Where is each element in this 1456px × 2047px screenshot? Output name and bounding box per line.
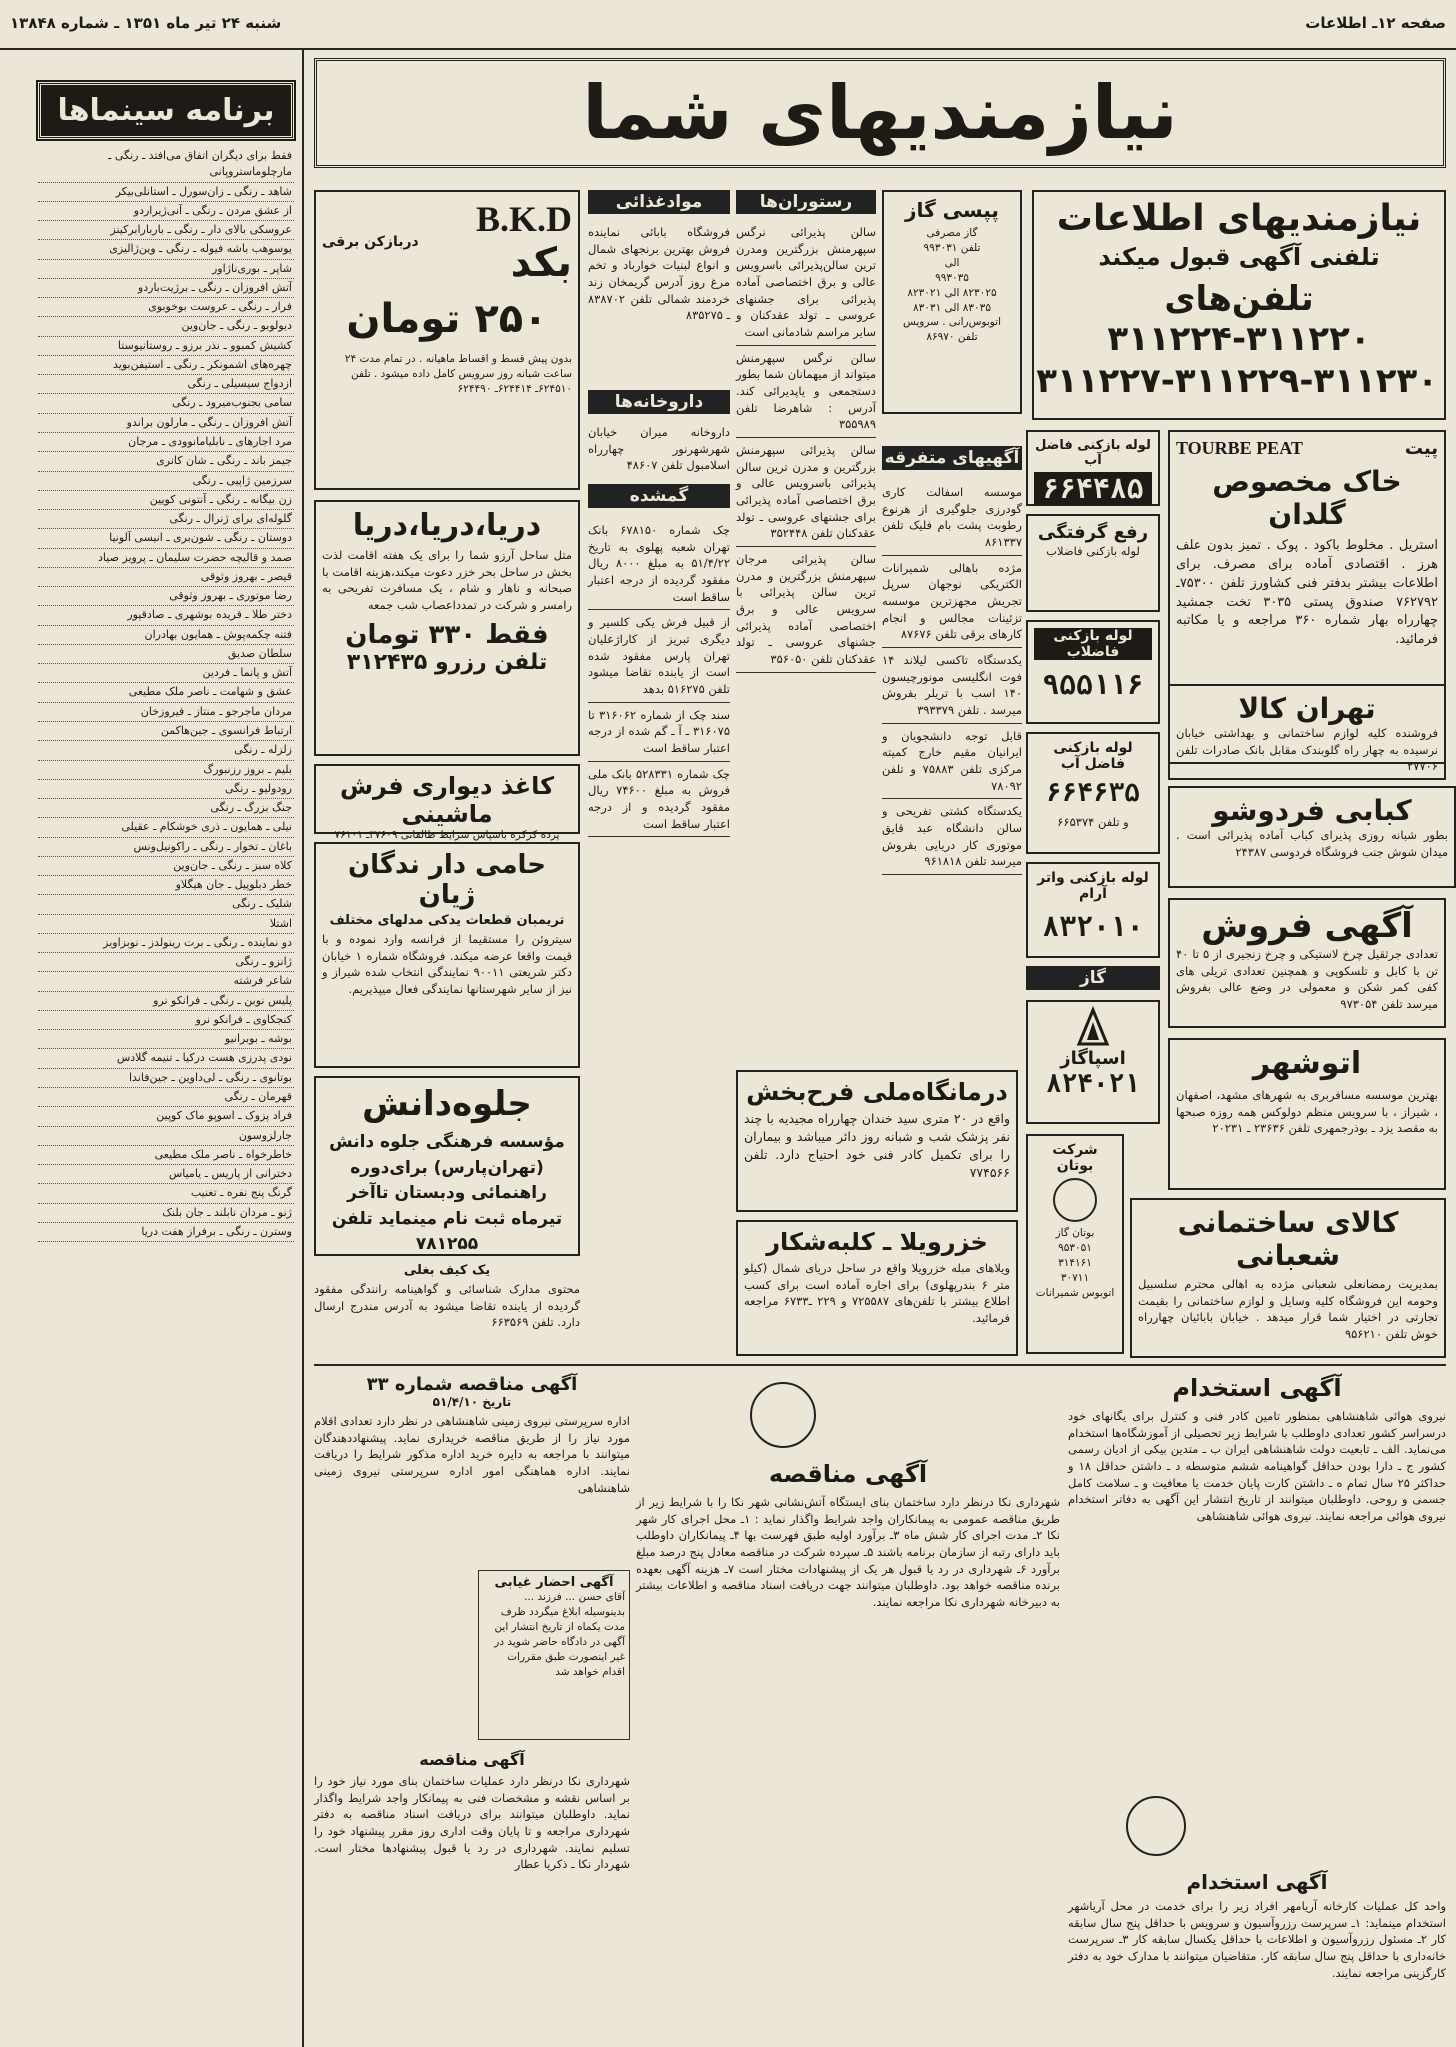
- pepsi-title: پپسی گاز: [905, 198, 999, 222]
- cinema-item: فراد پزوک ـ اسوپو ماک کوپین: [38, 1107, 294, 1126]
- foods-title: موادغذائی: [588, 190, 730, 214]
- restaurants-title: رستوران‌ها: [736, 190, 876, 214]
- bkd-title-fa: بکد: [510, 240, 572, 286]
- hiring2-title: آگهی استخدام: [1186, 1870, 1328, 1894]
- ettelaat-phones-2: ۳۱۱۲۲۷-۳۱۱۲۲۹-۳۱۱۲۳۰: [1036, 361, 1438, 401]
- cinema-item: زلزله ـ رنگی: [38, 741, 294, 760]
- forosh-title: آگهی فروش: [1201, 906, 1413, 946]
- butane-line: ۳۰۷۱۱: [1060, 1271, 1090, 1284]
- lolekeshi4-title: لوله بازکنی واتر آرام: [1037, 870, 1149, 902]
- column-rule: [302, 48, 304, 2047]
- ettelaat-subtitle: تلفنی آگهی قبول میکند: [1098, 243, 1380, 271]
- peat-text: استریل . مخلوط باکود . پوک . تمیز بدون علف هرز . اقتصادی آماده برای مصرف. برای اطلاعات بیشتر بدفتر فنی کشاورز تلفن ۷۵۳۰۰ـ ۷۶۲۷۹۲ صندوق پستی ۳۰۳۵ تخت جمشید چهارراه بهار شماره ۳۶۰ مراجعه و یا مکاتبه فرمائید.: [1176, 538, 1439, 648]
- lost-item: چک شماره ۵۲۸۳۳۱ بانک ملی فروش به مبلغ ۷۴۶۰۰ ریال مفقود گردیده و از درجه اعتبار ساقط است: [588, 762, 730, 838]
- jelve-title: جلوه‌دانش: [362, 1084, 532, 1124]
- tender33-sub: تاریخ ۵۱/۴/۱۰: [432, 1395, 512, 1409]
- cinema-item: بلیم ـ بروز رزنبورگ: [38, 761, 294, 780]
- bag-lost: [314, 1262, 580, 1358]
- cinema-item: سلطان صدیق: [38, 645, 294, 664]
- foods-header: [588, 190, 730, 220]
- cinema-item: خطر دبلوپیل ـ جان هیگلاو: [38, 876, 294, 895]
- cinema-item: کنجکاوی ـ فرانکو نرو: [38, 1011, 294, 1030]
- misc-item: یکدستگاه تاکسی لیلاند ۱۴ فوت انگلیسی مونورچیسون ۱۴۰ اسب با تریلر بفروش میرسد . تلفن ۳۹۳۳۷۹: [882, 648, 1022, 724]
- cinema-item: نیلی ـ همایون ـ ذری خوشکام ـ عقیلی: [38, 818, 294, 837]
- header-strip: [0, 0, 1456, 50]
- pepsi-line: ۹۹۳۰۳۵: [935, 271, 969, 284]
- otoshahr-text: بهترین موسسه مسافربری به شهرهای مشهد، اصفهان ، شیراز ، با سرویس منظم دولوکس همه روزه صبحها به مقصد یزد ـ بوذرجمهری تلفن ۲۳۶۳۶ ـ ۲۰۲۳۱: [1176, 1088, 1438, 1136]
- tender33-title: آگهی مناقصه شماره ۳۳: [366, 1374, 578, 1395]
- misc-header: [882, 446, 1022, 476]
- khazarvila-text: ویلاهای مبله خزرویلا واقع در ساحل دریای شمال (کیلو متر ۶ بندرپهلوی) برای اجاره آماده است برای کسب اطلاع بیشتر با تلفن‌های ۷۲۵۵۸۷ و ۲۲۹ ـ۶۷۳۳ مراجعه فرمائید.: [744, 1261, 1010, 1326]
- peat-brand-en: TOURBE PEAT: [1176, 438, 1303, 458]
- restaurant-item: سالن نرگس سپهرمنش میتواند از میهمانان شما بطور دستجمعی و یاپدیرائی کند. آدرس : شاهرضا تلفن ۳۵۵۹۸۹: [736, 346, 876, 438]
- rafgar-box: [1026, 514, 1160, 612]
- cinema-item: دیولوبو ـ رنگی ـ جان‌وین: [38, 317, 294, 336]
- tender33-text: اداره سرپرستی نیروی زمینی شاهنشاهی در نظر دارد تعدادی اقلام مورد نیاز را از طریق مناقصه خریداری نماید. پیشنهاددهندگان میتوانند با مراجعه به دایره خرید اداره مذکور شرایط را دریافت نمایند. اداره هماهنگی امور اداره سرپرستی نیروی زمینی شاهنشاهی: [314, 1414, 630, 1495]
- page-label: صفحه ۱۲ـ اطلاعات: [1305, 14, 1446, 32]
- cinema-item: سرزمین ژاپیی ـ رنگی: [38, 472, 294, 491]
- hami-text: سیتروئن را مستقیما از فرانسه وارد نموده و با قیمت واقعا عرضه میکند. فروشگاه شماره ۱ خیابان دکتر شریعتی ۹۰۰۱۱ نمایندگی انتخاب شده شیراز و نیز از سایر شهرستانها نمایندگی فعال میپذیریم.: [322, 932, 572, 997]
- pharmacy-text: داروخانه میران خیابان شهرشهرنور چهارراه اسلامبول تلفن ۴۸۶۰۷: [588, 425, 730, 473]
- hami-box: [314, 842, 580, 1068]
- butane-logo: [1053, 1178, 1097, 1222]
- bkd-box: [314, 190, 580, 490]
- lost-item: چک شماره ۶۷۸۱۵۰ بانک تهران شعبه پهلوی به تاریخ ۵۱/۴/۲۲ به مبلغ ۸۰۰۰ ریال مفقود گردیده از درجه اعتبار ساقط است: [588, 518, 730, 610]
- cinema-item: ازدواج سیسیلی ـ رنگی: [38, 375, 294, 394]
- cinema-item: پلیس نوبن ـ رنگی ـ فرانکو نرو: [38, 992, 294, 1011]
- forosh-text: تعدادی جرثقیل چرخ لاستیکی و چرخ زنجیری از ۵ تا ۴۰ تن با کابل و تلسکوپی و همچنین تعدادی تریلی های کفی کمر شکن و معمولی در وضع عالی بفروش میرسد تلفن ۹۷۳۰۵۴: [1176, 947, 1439, 1012]
- date-label: شنبه ۲۴ تیر ماه ۱۳۵۱ ـ شماره ۱۳۸۴۸: [10, 14, 282, 32]
- restaurant-item: سالن پذیرائی سپهرمنش بزرگترین و مدرن ترین سالن پذیرائی باسرویس عالی و برق اختصاصی آماده پذیرائی برای جشنهای عروسی ـ تولد عقدکنان تلفن ۳۵۲۴۴۸: [736, 438, 876, 547]
- darya-phone: تلفن رزرو ۳۱۲۴۳۵: [346, 649, 548, 675]
- ettelaat-phones-1: تلفن‌های ۳۱۱۲۲۰-۳۱۱۲۲۴: [1107, 279, 1371, 359]
- darya-text: متل ساحل آرزو شما را برای یک هفته اقامت لذت بخش در ساحل بحر خزر دعوت میکند،هزینه اقامت با صبحانه و ناهار و شام ، یک مسافرت تفریحی به رامسر و شرکت در تمدداعصاب شب جمعه: [322, 548, 572, 613]
- cinema-item: ارتباط فرانسوی ـ جین‌هاکمن: [38, 722, 294, 741]
- pepsi-line: الی: [944, 256, 960, 269]
- cinema-list: [38, 147, 294, 1242]
- tender-notice-text: شهرداری نکا درنظر دارد عملیات ساختمان بنای مورد نیاز خود را بر اساس نقشه و مشخصات فنی به پیمانکار واجد شرایط واگذار نماید. داوطلبان میتوانند برای دریافت اسناد مناقصه به دفتر شهرداری مراجعه و تا پایان وقت اداری روز مقرر پیشنهاد خود را تسلیم نمایند. شهرداری در رد یا قبول پیشنهادها مختار است. شهردار نکا ـ ذکریا عطار: [314, 1774, 630, 1872]
- lolekeshi2-phone: ۹۵۵۱۱۶: [1042, 668, 1144, 701]
- gas-box: [1026, 1000, 1160, 1124]
- tender33: [314, 1374, 630, 1560]
- lost-header: [588, 484, 730, 514]
- summons-title: آگهی احضار غیابی: [494, 1575, 614, 1590]
- big-tender: [636, 1460, 1060, 2040]
- pepsi-line: ۸۲۳۰۲۵ الی ۸۲۳۰۲۱: [907, 286, 997, 299]
- jelve-box: [314, 1076, 580, 1256]
- misc-list: [882, 480, 1022, 1060]
- ettelaat-box: [1032, 190, 1446, 420]
- cinema-item: شاپر ـ بوری‌ناژاور: [38, 260, 294, 279]
- tehran-kala-title: تهران کالا: [1238, 692, 1376, 725]
- banner-title: نیازمندیهای شما: [582, 70, 1178, 156]
- tender-notice-title: آگهی مناقصه: [419, 1750, 525, 1769]
- hami-title: حامی دار ندگان ژیان: [347, 850, 547, 910]
- cinema-item: وسترن ـ رنگی ـ برفراز هفت دریا: [38, 1223, 294, 1242]
- lolekeshi1-phone: ۶۶۴۴۸۵: [1034, 472, 1152, 505]
- khazarvila-title: خزرویلا ـ کلبه‌شکار: [766, 1228, 988, 1256]
- butane-box: [1026, 1134, 1124, 1354]
- lolekeshi2-box: [1026, 620, 1160, 724]
- farahbakhsh-text: واقع در ۲۰ متری سید خندان چهارراه مجیدیه با چند نفر پزشک شب و شبانه روز دائر میباشد و بیماران را برای تکمیل کادر فنی خود احتیاج دارد. تلفن ۷۷۴۵۶۶: [744, 1111, 1010, 1181]
- darya-box: [314, 500, 580, 756]
- cinema-item: چهره‌های اشمونکر ـ رنگی ـ استیفن‌بوید: [38, 356, 294, 375]
- kaghaz-title: کاغذ دیواری فرش ماشینی: [339, 772, 555, 828]
- air-force-emblem: [1126, 1796, 1186, 1856]
- cinema-item: از عشق مردن ـ رنگی ـ آنی‌ژیراردو: [38, 202, 294, 221]
- lolekeshi1-box: [1026, 430, 1160, 506]
- rafgar-text: لوله بازکنی فاضلاب: [1046, 544, 1140, 558]
- misc-title: آگهیهای متفرقه: [882, 446, 1022, 470]
- cinema-item: سامی بجنوب‌میرود ـ رنگی: [38, 394, 294, 413]
- butane-line: ۹۵۳۰۵۱: [1058, 1241, 1092, 1254]
- cinema-item: گرنگ پنج نفره ـ تغنیب: [38, 1184, 294, 1203]
- lost-item: سند چک از شماره ۳۱۶۰۶۲ تا ۳۱۶۰۷۵ ـ آ ـ گم شده از درجه اعتبار ساقط است: [588, 703, 730, 762]
- emblem-logo: [750, 1382, 816, 1448]
- misc-item: موسسه اسفالت کاری گودرزی جلوگیری از هرنوع رطوبت پشت بام فلیک تلفن ۸۶۱۳۳۷: [882, 480, 1022, 556]
- cinema-title: برنامه سینماها: [38, 82, 294, 139]
- cinema-item: مرد اجارهای ـ نابلیامانوودی ـ مرجان: [38, 433, 294, 452]
- farahbakhsh-box: [736, 1070, 1018, 1212]
- misc-item: یکدستگاه کشتی تفریحی و سالن دانشگاه عبد قایق موتوری کار دریایی بفروش میرسد تلفن ۹۶۱۸۱۸: [882, 799, 1022, 875]
- bag-lost-text: محتوی مدارک شناسائی و گواهینامه رانندگی مفقود گردیده از یابنده تقاضا میشود به آدرس مندرج ارسال دارد. تلفن ۶۶۳۵۶۹: [314, 1281, 580, 1330]
- cinema-item: رضا موتوری ـ بهروز وثوقی: [38, 587, 294, 606]
- pepsi-line: تلفن ۸۶۹۷۰: [926, 331, 978, 344]
- cinema-item: دختر طلا ـ فریده بوشهری ـ صادقپور: [38, 606, 294, 625]
- kababi-title: کبابی فردوشو: [1212, 794, 1412, 827]
- peat-brand-fa: پیت: [1404, 438, 1438, 459]
- cinema-item: آتش و پانما ـ فردین: [38, 664, 294, 683]
- misc-item: مژده باهالی شمیرانات الکتریکی نوجهان سرپل تجریش مجهزترین موسسه تزئینات مجالس و انجام کارهای برقی تلفن ۸۷۶۷۶: [882, 556, 1022, 648]
- big-tender-title: آگهی مناقصه: [768, 1460, 928, 1488]
- lolekeshi2-title: لوله بازکنی فاضلاب: [1034, 628, 1152, 660]
- kababi-text: بطور شبانه روزی پذیرای کباب آماده پذیرائی است . میدان شوش جنب فروشگاه فردوسی ۲۴۳۸۷: [1176, 828, 1448, 859]
- shabani-box: [1130, 1198, 1446, 1358]
- misc-item: قابل توجه دانشجویان و ایرانیان مقیم خارج کمیته مرکزی تلفن ۷۵۸۸۳ و تلفن ۷۸۰۹۲: [882, 724, 1022, 800]
- pharmacy-title: داروخانه‌ها: [588, 390, 730, 414]
- cinema-item: دو نماینده ـ رنگی ـ برت رینولدز ـ نوبزاویز: [38, 934, 294, 953]
- cinema-item: شاهد ـ رنگی ـ زان‌سورل ـ استانلی‌بیکر: [38, 183, 294, 202]
- cinema-item: قیصر ـ بهروز وثوقی: [38, 568, 294, 587]
- cinema-item: آتش افروزان ـ رنگی ـ مارلون براندو: [38, 414, 294, 433]
- tender-notice: [314, 1750, 630, 2040]
- lolekeshi3-title: لوله بازکنی فاضل آب: [1053, 740, 1133, 772]
- cinema-item: جیمز باند ـ رنگی ـ شان کانری: [38, 452, 294, 471]
- butane-title: شرکت بوتان: [1052, 1142, 1098, 1174]
- peat-title: خاک مخصوص گلدان: [1212, 465, 1402, 531]
- bag-lost-title: یک کیف بغلی: [403, 1263, 491, 1278]
- tehran-kala-text: فروشنده کلیه لوازم ساختمانی و بهداشتی خیابان نرسیده به چهار راه گلوبندک مقابل بانک صادرات تلفن ۲۷۷۰۶: [1176, 726, 1438, 774]
- banner: [314, 58, 1446, 168]
- big-tender-text: شهرداری نکا درنظر دارد ساختمان بنای ایستگاه آتش‌نشانی شهر نکا را با شرایط زیر از طریق مناقصه عمومی به پیمانکاران واجد شرایط واگذار نماید : ۱ـ محل اجرای کار شهر نکا ۲ـ مدت اجرای کار شش ماه ۳ـ برآورد اولیه طبق فهرست بها ۴ـ پیمانکاران داوطلب باید دارای رتبه از سازمان برنامه باشند ۵ـ سپرده شرکت در مناقصه معادل پنج درصد مبلغ برآورد ۶ـ شهرداری در رد یا قبول هر یک از پیشنهادات مختار است ۷ـ هزینه آگهی بعهده برنده مناقصه خواهد بود. داوطلبان میتوانند جهت دریافت اسناد مناقصه و اطلاعات بیشتر به دبیرخانه شهرداری نکا مراجعه نمایند.: [636, 1495, 1061, 1610]
- cinema-item: صمد و قالیچه حضرت سلیمان ـ پرویز صیاد: [38, 549, 294, 568]
- gas-phone: ۸۲۴۰۲۱: [1046, 1069, 1140, 1099]
- cinema-column: [38, 82, 294, 2037]
- kababi-box: [1168, 786, 1456, 888]
- cinema-item: شلیک ـ رنگی: [38, 895, 294, 914]
- restaurant-item: سالن پذیرائی مرجان سپهرمنش بزرگترین و مدرن ترین سالن پذیرائی با سرویس عالی و برق اختصاصی آماده پذیرائی جشنهای عروسی ـ تولد عقدکنان تلفن ۳۵۶۰۵۰: [736, 547, 876, 673]
- pepsi-line: ۸۳۰۳۵ الی ۸۳۰۳۱: [913, 301, 991, 314]
- pepsi-line: تلفن ۹۹۳۰۳۱: [923, 241, 981, 254]
- cinema-item: نودی پدرزی هست درکیا ـ تنیمه گلادس: [38, 1049, 294, 1068]
- gas-title: گاز: [1026, 966, 1160, 990]
- cinema-item: زن بیگانه ـ رنگی ـ آنتونی کویین: [38, 491, 294, 510]
- butane-line: بوتان گاز: [1055, 1227, 1095, 1239]
- cinema-item: باغان ـ تخوار ـ رنگی ـ راکونیل‌ونس: [38, 838, 294, 857]
- cinema-item: عشق و شهامت ـ ناصر ملک مطیعی: [38, 683, 294, 702]
- pepsi-line: گاز مصرفی: [926, 227, 978, 239]
- cinema-item: دوستان ـ رنگی ـ شون‌بری ـ انیسی آلونیا: [38, 529, 294, 548]
- otoshahr-box: [1168, 1038, 1446, 1190]
- cinema-item: قهرمان ـ رنگی: [38, 1088, 294, 1107]
- darya-price: فقط ۳۳۰ تومان: [345, 619, 549, 650]
- pharmacy-header: [588, 390, 730, 420]
- cinema-item: بوتانوی ـ رنگی ـ لی‌داوین ـ جین‌فاندا: [38, 1069, 294, 1088]
- bkd-text: بدون پیش قسط و اقساط ماهیانه . در تمام مدت ۲۴ ساعت شبانه روز سرویس کامل داده میشود . تلفن ۶۲۴۵۱۰ـ ۶۲۴۴۱۴ـ ۶۲۴۴۹۰: [344, 353, 572, 395]
- lolekeshi3-extra: و تلفن ۶۶۵۳۷۴: [1057, 815, 1129, 829]
- foods-text: فروشگاه بابائی نماینده فروش بهترین برنجهای شمال و انواع لبنیات خوارباد و تخم مرغ روز آدرس گریمخان زند خردمند شمالی تلفن ۸۳۸۷۰۲ ـ ۸۳۵۲۷۵: [588, 225, 730, 323]
- hiring-notice-title: آگهی استخدام: [1172, 1374, 1342, 1402]
- forosh-box: [1168, 898, 1446, 1028]
- tehran-kala-box: [1168, 684, 1446, 780]
- cinema-item: گلوله‌ای برای ژنرال ـ رنگی: [38, 510, 294, 529]
- lost-item: از قبیل فرش یکی کلسیر و دیگری تبریز از کاراژعلیان تهران پارس مفقود شده است از یابنده تقاضا میشود تلفن ۵۱۶۲۷۵ بدهد: [588, 610, 730, 702]
- pepsi-box: [882, 190, 1022, 414]
- cinema-item: خاطرخواه ـ ناصر ملک مطیعی: [38, 1146, 294, 1165]
- otoshahr-title: اتوشهر: [1252, 1046, 1362, 1081]
- cinema-item: رودولیو ـ رنگی: [38, 780, 294, 799]
- cinema-item: کشیش کمبوو ـ نذر برزو ـ روستانیوستا: [38, 337, 294, 356]
- cinema-item: اشتلا: [38, 915, 294, 934]
- butane-line: اتوبوس شمیرانات: [1035, 1286, 1115, 1299]
- pepsi-line: اتوبوس‌رانی . سرویس: [902, 316, 1002, 329]
- pepsi-lines: [890, 226, 1014, 345]
- hiring-notice-text: نیروی هوائی شاهنشاهی بمنظور تامین کادر فنی و کنترل برای یگانهای خود درسراسر کشور تعدادی داوطلب با شرایط زیر تحصیلی از آموزشگاه‌ها استخدام می‌نماید. الف ـ تابعیت دولت شاهنشاهی ایران ب ـ متدین بیکی از ادیان رسمی کشور ج ـ دارا بودن حداقل گواهینامه ششم متوسطه د ـ داشتن حداقل ۱۸ و حداکثر ۲۵ سال تمام ه ـ داشتن کارت پایان خدمت یا معافیت و ـ سلامت کامل جسمی و روحی. داوطلبان میتوانند از تاریخ انتشار این آگهی به دفاتر استخدام نیروی هوائی مراجعه نمایند. نیروی هوائی شاهنشاهی: [1068, 1409, 1446, 1524]
- bkd-line: دربازکن برقی: [322, 233, 419, 250]
- cinema-item: یوسوهب باشه فیوله ـ رنگی ـ وین‌ژالیزی: [38, 240, 294, 259]
- lolekeshi3-phone: ۶۶۴۶۳۵: [1046, 778, 1140, 808]
- cinema-item: عروسکی بالای دار ـ رنگی ـ باربارابرکینز: [38, 221, 294, 240]
- cinema-item: بوشه ـ بوبرانیو: [38, 1030, 294, 1049]
- kaghaz-box: [314, 764, 580, 841]
- khazarvila-box: [736, 1220, 1018, 1356]
- cinema-item: جارلزوسون: [38, 1127, 294, 1146]
- kaghaz-text: پرده کرکره باسپاس شرایط طالقانی ۳۷۶۰۹ـ ۷۶۱۰۱: [334, 829, 560, 841]
- butane-lines: [1034, 1226, 1116, 1301]
- darya-title: دریا،دریا،دریا: [352, 508, 542, 543]
- butane-line: ۳۱۴۱۶۱: [1058, 1256, 1092, 1269]
- restaurant-item: سالن پذیرائی نرگس سپهرمنش بزرگترین ومدرن ترین سالن‌پذیرائی باسرویس عالی و برق اختصاصی آماده پذیرائی برای جشنهای عروسی ـ تولد عقدکنان و سایر مراسم شادمانی است: [736, 220, 876, 346]
- cinema-item: مردان ماجرجو ـ منتاز ـ فیروزخان: [38, 703, 294, 722]
- ettelaat-title: نیازمندیهای اطلاعات: [1056, 198, 1422, 239]
- bkd-title-en: B.K.D: [475, 199, 572, 239]
- lolekeshi4-box: [1026, 862, 1160, 958]
- section-rule: [314, 1364, 1446, 1366]
- cinema-item: فتنه چکمه‌پوش ـ همایون بهادران: [38, 626, 294, 645]
- summons-text: آقای حسن ... فرزند ... بدینوسیله ابلاغ میگردد ظرف مدت یکماه از تاریخ انتشار این آگهی در دادگاه حاضر شوید در غیر اینصورت طبق مقررات اقدام خواهد شد: [494, 1591, 625, 1678]
- rafgar-title: رفع گرفتگی: [1037, 522, 1149, 543]
- shabani-text: بمدیریت رمضانعلی شعبانی مژده به اهالی محترم سلسبیل وحومه این فروشگاه کلیه وسایل و لوازم ساختمانی را بقیمت تجارتی در اختیار شما قرار میدهد . خیابان بابائیان چهارراه خوش تلفن ۹۵۶۲۱۰: [1138, 1277, 1438, 1342]
- cinema-item: آتش افروزان ـ رنگی ـ برژیت‌باردو: [38, 279, 294, 298]
- gas-header: [1026, 966, 1160, 996]
- lolekeshi3-box: [1026, 732, 1160, 854]
- hiring2-text: واحد کل عملیات کارخانه آریامهر افراد زیر را برای خدمت در محل آریاشهر استخدام مینماید: ۱ـ سرپرست رزروآسیون و سرویس با حداقل پنج سال سابقه کار ۲ـ مسئول رزروآسیون و اطلاعات با حداقل یکسال سابقه کار ۳ـ سرپرست خانه‌داری با حداقل پنج سال سابقه کار. متقاضیان میتوانند با مدارک خود به دفتر کارگزینی مراجعه نمایند.: [1068, 1899, 1446, 1980]
- jelve-text: مؤسسه فرهنگی جلوه دانش (تهران‌پارس) برای‌دوره راهنمائی ودبستان تاآخر تیرماه ثبت نام مینماید تلفن ۷۸۱۲۵۵: [329, 1132, 565, 1254]
- cinema-item: فرار ـ رنگی ـ عروست بوخوبوی: [38, 298, 294, 317]
- restaurants-list: [736, 220, 876, 1040]
- lost-title: گمشده: [588, 484, 730, 508]
- lolekeshi1-title: لوله بازکنی فاضل آب: [1035, 438, 1151, 468]
- flame-icon: [1073, 1008, 1113, 1048]
- lost-list: [588, 518, 730, 1358]
- gas-brand: اسپاگاز: [1060, 1048, 1126, 1069]
- hiring2: [1068, 1870, 1446, 2040]
- cinema-item: کلاه سبز ـ رنگی ـ جان‌وین: [38, 857, 294, 876]
- farahbakhsh-title: درمانگاه‌ملی فرح‌بخش: [746, 1078, 1008, 1106]
- bkd-price: ۲۵۰ تومان: [346, 296, 548, 342]
- hiring-notice: [1068, 1374, 1446, 1794]
- hami-sub: تریمبان قطعات یدکی مدلهای مختلف: [329, 913, 565, 928]
- cinema-item: فقط برای دیگران اتفاق می‌افتد ـ رنگی ـ مارچلوماستروپانی: [38, 147, 294, 183]
- cinema-item: دخترانی از پاریس ـ یامیاس: [38, 1165, 294, 1184]
- cinema-item: ژانزو ـ رنگی: [38, 953, 294, 972]
- summons: [478, 1570, 630, 1740]
- cinema-item: جنگ بزرگ ـ رنگی: [38, 799, 294, 818]
- cinema-item: ژنو ـ مردان نابلند ـ جان بلنک: [38, 1204, 294, 1223]
- lolekeshi4-phone: ۸۳۲۰۱۰: [1042, 910, 1144, 943]
- shabani-title: کالای ساختمانی شعبانی: [1177, 1206, 1399, 1272]
- cinema-item: شاعر فرشته: [38, 972, 294, 991]
